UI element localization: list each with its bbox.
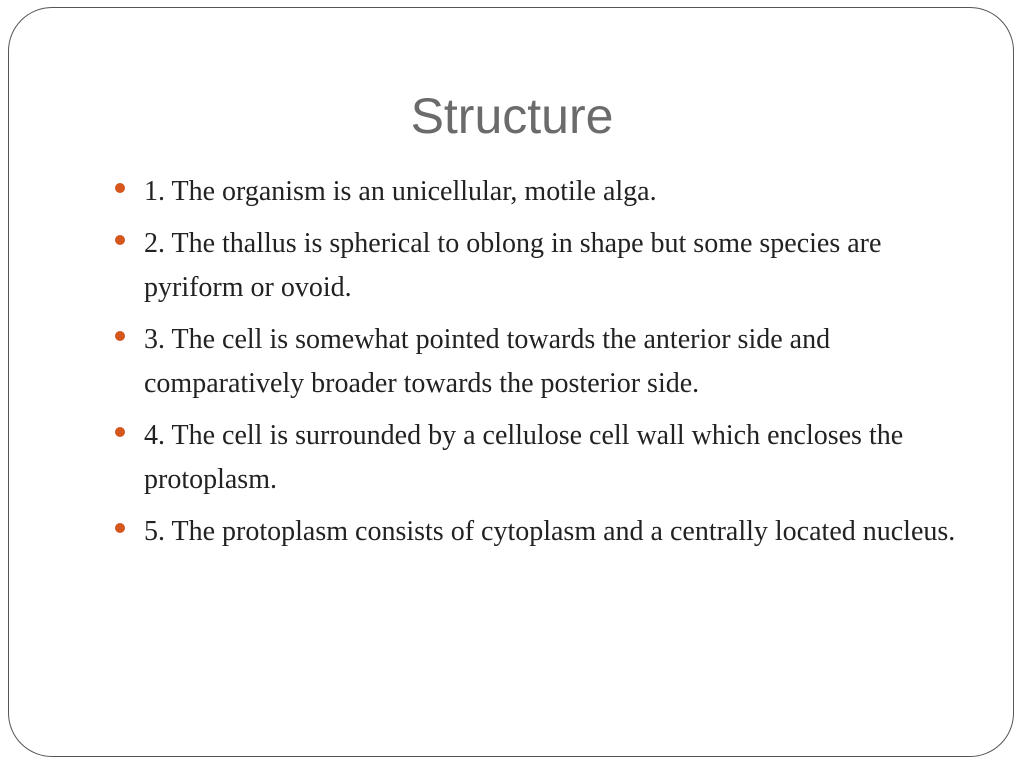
- bullet-dot-icon: [115, 235, 125, 245]
- bullet-text: 3. The cell is somewhat pointed towards the anterior side and comparatively broader towards the posterior side.: [144, 324, 831, 399]
- bullet-item: [113, 414, 973, 502]
- bullet-item: [113, 222, 973, 310]
- bullet-dot-icon: [115, 331, 125, 341]
- bullet-dot-icon: [115, 183, 125, 193]
- bullet-item: [113, 318, 973, 406]
- bullet-item: [113, 510, 973, 554]
- bullet-text: 1. The organism is an unicellular, motile alga.: [144, 176, 657, 207]
- bullet-text: 5. The protoplasm consists of cytoplasm and a centrally located nucleus.: [144, 516, 956, 547]
- bullet-item: [113, 170, 973, 214]
- bullet-text: 2. The thallus is spherical to oblong in shape but some species are pyriform or ovoid.: [144, 228, 882, 303]
- slide-title: Structure: [410, 88, 614, 144]
- bullet-dot-icon: [115, 427, 125, 437]
- bullet-dot-icon: [115, 523, 125, 533]
- bullet-text: 4. The cell is surrounded by a cellulose cell wall which encloses the protoplasm.: [144, 420, 904, 495]
- bullet-list: [113, 170, 973, 562]
